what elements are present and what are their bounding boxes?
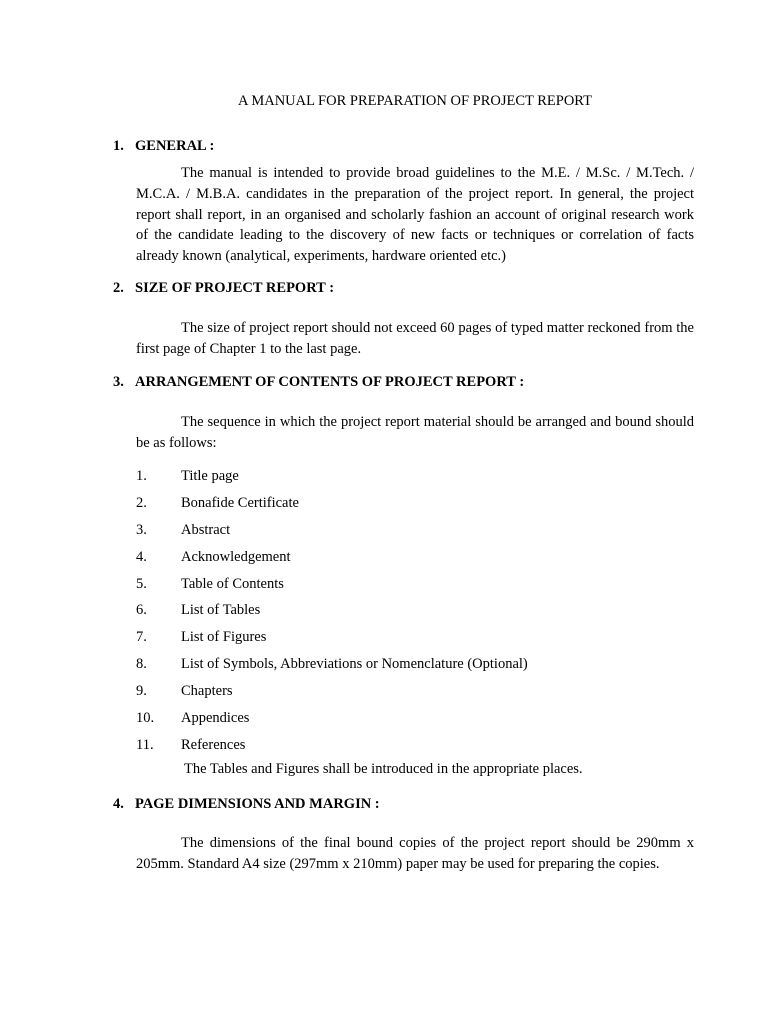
- list-item-text: List of Figures: [181, 629, 267, 646]
- section-heading-size: [113, 280, 334, 297]
- list-item-number: 10.: [136, 710, 155, 727]
- list-item-text: List of Symbols, Abbreviations or Nomenclature (Optional): [181, 656, 528, 673]
- section-paragraph-size: The size of project report should not exceed 60 pages of typed matter reckoned from the first page of Chapter 1 to the last page.: [136, 320, 694, 357]
- section-paragraph-arrangement: The sequence in which the project report material should be arranged and bound should be as follows:: [136, 414, 694, 451]
- section-heading-text: SIZE OF PROJECT REPORT :: [135, 280, 335, 296]
- contents-list: [136, 466, 696, 762]
- section-heading-text: PAGE DIMENSIONS AND MARGIN :: [135, 796, 380, 812]
- list-item-text: Bonafide Certificate: [181, 494, 299, 511]
- list-item: [136, 708, 696, 735]
- list-item: [136, 600, 696, 627]
- section-number: 3.: [113, 374, 124, 390]
- list-item-number: 5.: [136, 575, 147, 592]
- section-heading-general: [113, 138, 214, 155]
- section-heading-arrangement: [113, 374, 524, 391]
- list-item-text: Abstract: [181, 521, 231, 538]
- list-item-text: List of Tables: [181, 602, 261, 619]
- document-title: [0, 93, 768, 110]
- section-heading-text: GENERAL :: [135, 138, 215, 154]
- section-number: 4.: [113, 796, 124, 812]
- list-item-text: Appendices: [181, 710, 250, 727]
- list-item-number: 8.: [136, 656, 147, 673]
- list-item: [136, 547, 696, 574]
- list-item-text: Table of Contents: [181, 575, 284, 592]
- list-item-number: 11.: [136, 736, 154, 753]
- list-item-number: 9.: [136, 683, 147, 700]
- section-paragraph-general: The manual is intended to provide broad guidelines to the M.E. / M.Sc. / M.Tech. / M.C.A. / M.B.A. candidates in the preparation of the project report. In general, the project report shall report, in an organised and scholarly fashion an account of original research work of the candidate leading to the discovery of new facts or techniques or correlation of facts already known (analytical, experiments, hardware oriented etc.): [136, 165, 694, 265]
- section-number: 1.: [113, 138, 124, 154]
- list-item-number: 4.: [136, 548, 147, 565]
- list-item-number: 6.: [136, 602, 147, 619]
- list-item: [136, 681, 696, 708]
- section-heading-text: ARRANGEMENT OF CONTENTS OF PROJECT REPORT :: [135, 374, 525, 390]
- list-item-number: 2.: [136, 494, 147, 511]
- document-title-text: A MANUAL FOR PREPARATION OF PROJECT REPORT: [238, 93, 592, 109]
- list-item: [136, 654, 696, 681]
- section-number: 2.: [113, 280, 124, 296]
- list-item-number: 3.: [136, 521, 147, 538]
- list-item: [136, 520, 696, 547]
- section-paragraph-page-dimensions: The dimensions of the final bound copies of the project report should be 290mm x 205mm. Standard A4 size (297mm x 210mm) paper may be used for preparing the copies.: [136, 835, 694, 872]
- list-item: [136, 466, 696, 493]
- list-item: [136, 574, 696, 601]
- list-item-number: 7.: [136, 629, 147, 646]
- section-heading-page-dimensions: [113, 796, 380, 813]
- list-item: [136, 735, 696, 762]
- list-item-text: Acknowledgement: [181, 548, 291, 565]
- list-item-text: Chapters: [181, 683, 233, 700]
- list-item-text: References: [181, 736, 246, 753]
- list-item: [136, 627, 696, 654]
- tables-figures-note: The Tables and Figures shall be introduced in the appropriate places.: [184, 761, 583, 777]
- list-item-text: Title page: [181, 468, 239, 484]
- list-item: [136, 493, 696, 520]
- list-item-number: 1.: [136, 468, 147, 484]
